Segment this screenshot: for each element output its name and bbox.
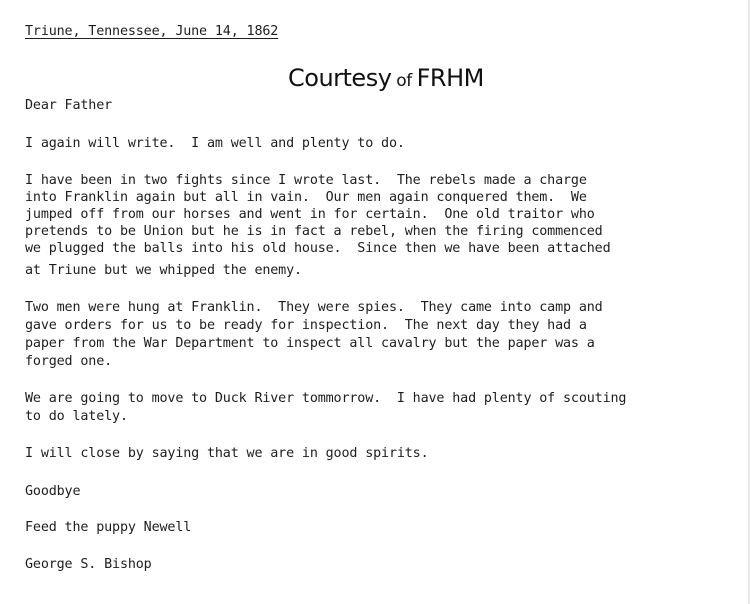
paragraph-3-line: forged one. (25, 354, 113, 369)
paragraph-5-line: I will close by saying that we are in good spirits. (25, 446, 429, 461)
paragraph-1-line: I again will write. I am well and plenty to do. (25, 136, 405, 151)
paragraph-2-line: jumped off from our horses and went in for certain. One old traitor who (25, 207, 595, 222)
closing: Goodbye (25, 484, 81, 499)
paragraph-4-line: to do lately. (25, 409, 128, 424)
paragraph-2-line: I have been in two fights since I wrote last. The rebels made a charge (25, 173, 587, 188)
signature: George S. Bishop (25, 557, 152, 572)
watermark-org: FRHM (416, 64, 484, 92)
paragraph-2-line: into Franklin again but all in vain. Our men again conquered them. We (25, 190, 587, 205)
paragraph-3-line: Two men were hung at Franklin. They were spies. They came into camp and (25, 300, 603, 315)
postscript: Feed the puppy Newell (25, 520, 192, 535)
paragraph-2-line: we plugged the balls into his old house. Since then we have been attached (25, 241, 611, 256)
salutation: Dear Father (25, 98, 113, 113)
watermark (288, 64, 484, 92)
paragraph-3-line: gave orders for us to be ready for inspection. The next day they had a (25, 318, 587, 333)
dateline: Triune, Tennessee, June 14, 1862 (25, 24, 279, 39)
watermark-of: of (391, 71, 417, 91)
paragraph-2-line: at Triune but we whipped the enemy. (25, 263, 302, 278)
paragraph-2-line: pretends to be Union but he is in fact a rebel, when the firing commenced (25, 224, 603, 239)
paragraph-3-line: paper from the War Department to inspect all cavalry but the paper was a (25, 336, 595, 351)
watermark-courtesy: Courtesy (288, 64, 392, 92)
paragraph-4-line: We are going to move to Duck River tommorrow. I have had plenty of scouting (25, 391, 627, 406)
